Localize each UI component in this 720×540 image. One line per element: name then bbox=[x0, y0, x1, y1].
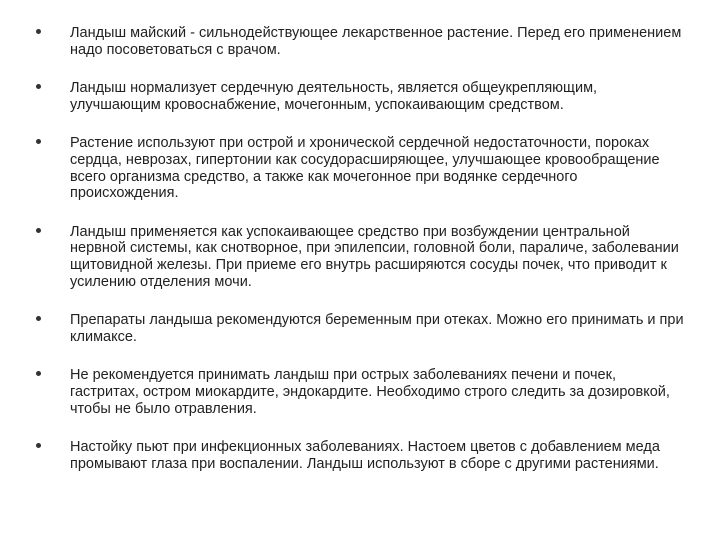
bullet-text: Ландыш нормализует сердечную деятельность, является общеукрепляющим, улучшающим кровоснабжение, мочегонным, успокаивающим средством. bbox=[70, 80, 598, 113]
list-item bbox=[36, 80, 686, 113]
list-item bbox=[36, 224, 686, 290]
list-item bbox=[36, 439, 686, 472]
bullet-dot-icon bbox=[36, 228, 41, 233]
bullet-text: Ландыш майский - сильнодействующее лекарственное растение. Перед его применением надо посоветоваться с врачом. bbox=[70, 25, 682, 58]
bullet-dot-icon bbox=[36, 371, 41, 376]
bullet-dot-icon bbox=[36, 443, 41, 448]
bullet-text: Настойку пьют при инфекционных заболеваниях. Настоем цветов с добавлением меда промывают глаза при воспалении. Ландыш используют в сборе с другими растениями. bbox=[70, 439, 660, 472]
list-item bbox=[36, 25, 686, 58]
bullet-text: Не рекомендуется принимать ландыш при острых заболеваниях печени и почек, гастритах, остром миокардите, эндокардите. Необходимо строго следить за дозировкой, чтобы не было отравления. bbox=[70, 367, 670, 417]
list-item bbox=[36, 312, 686, 345]
list-item bbox=[36, 135, 686, 201]
bullet-text: Препараты ландыша рекомендуются беременным при отеках. Можно его принимать и при климаксе. bbox=[70, 312, 684, 345]
bullet-dot-icon bbox=[36, 139, 41, 144]
bullet-dot-icon bbox=[36, 84, 41, 89]
bullet-text: Ландыш применяется как успокаивающее средство при возбуждении центральной нервной системы, как снотворное, при эпилепсии, головной боли, параличе, заболевании щитовидной железы. При приеме его внутрь расширяются сосуды почек, что приводит к усилению отделения мочи. bbox=[70, 223, 679, 290]
list-item bbox=[36, 367, 686, 417]
bullet-dot-icon bbox=[36, 316, 41, 321]
bullet-text: Растение используют при острой и хронической сердечной недостаточности, пороках сердца, неврозах, гипертонии как сосудорасширяющее, улучшающее кровообращение всего организма средство, а также как мочегонное при водянке сердечного происхождения. bbox=[70, 135, 660, 202]
bullet-list bbox=[36, 25, 686, 494]
bullet-dot-icon bbox=[36, 29, 41, 34]
